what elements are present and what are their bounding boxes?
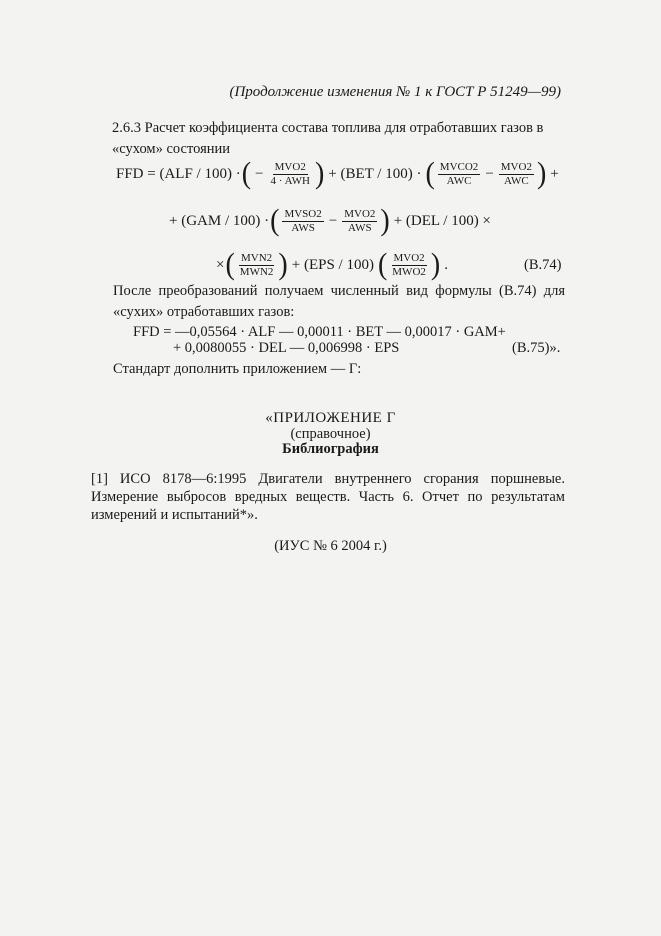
formula-minus: − (485, 165, 494, 182)
formula-term: + (EPS / 100) (291, 256, 374, 273)
fraction (342, 208, 377, 235)
addendum-paragraph: Стандарт дополнить приложением — Г: (113, 361, 362, 377)
fraction-numerator: MVO2 (274, 160, 306, 173)
fraction-denominator: MWN2 (239, 265, 274, 278)
formula-minus: − (255, 165, 264, 182)
formula-term: + (GAM / 100) · (169, 212, 270, 229)
formula-b75-line1: FFD = —0,05564 · ALF — 0,00011 · BET — 0,00017 · GAM+ (133, 324, 506, 340)
paren-close: ) (430, 247, 441, 282)
fraction (269, 161, 312, 188)
section-paragraph: 2.6.3 Расчет коэффициента состава топлива для отработавших газов в «сухом» состоянии (112, 120, 544, 157)
fraction-numerator: MVO2 (500, 160, 532, 173)
fraction-denominator: AWS (348, 221, 372, 234)
appendix-title: «ПРИЛОЖЕНИЕ Г (265, 410, 396, 426)
ius-note: (ИУС № 6 2004 г.) (274, 538, 387, 554)
paren-open: ( (270, 203, 280, 238)
formula-times: × (216, 256, 225, 273)
equation-number-b75: (B.75)». (512, 340, 561, 356)
formula-b74-line2 (169, 203, 494, 238)
paren-close: ) (278, 247, 288, 282)
fraction-denominator: AWS (291, 221, 315, 234)
paren-close: ) (314, 156, 325, 191)
appendix-subtitle: (справочное) (290, 426, 371, 442)
fraction (499, 161, 534, 188)
formula-b74-line3 (216, 247, 451, 282)
formula-b74-line1 (116, 156, 562, 191)
formula-term: FFD = (ALF / 100) · (116, 165, 241, 182)
paren-open: ( (241, 156, 252, 191)
paren-close: ) (380, 203, 390, 238)
fraction-denominator: MWO2 (392, 265, 426, 278)
formula-b75-line2: + 0,0080055 · DEL — 0,006998 · EPS (173, 340, 400, 356)
fraction-numerator: MVSO2 (284, 207, 322, 220)
formula-term: + (BET / 100) · (328, 165, 422, 182)
paren-open: ( (225, 247, 235, 282)
fraction-numerator: MVCO2 (439, 160, 479, 173)
fraction-numerator: MVN2 (241, 251, 273, 264)
fraction-denominator: AWC (503, 174, 529, 187)
fraction-denominator: 4 · AWH (270, 174, 310, 187)
formula-minus: − (328, 212, 338, 229)
formula-plus: + (550, 165, 559, 182)
fraction (282, 208, 323, 235)
fraction-denominator: AWC (446, 174, 472, 187)
fraction-numerator: MVO2 (344, 207, 376, 220)
paren-close: ) (536, 156, 547, 191)
paren-open: ( (377, 247, 388, 282)
fraction (238, 252, 276, 279)
formula-term: + (DEL / 100) × (393, 212, 491, 229)
transition-paragraph: После преобразований получаем численный вид формулы (В.74) для «сухих» отработавших газов: (113, 283, 565, 320)
bibliography-reference: [1] ИСО 8178—6:1995 Двигатели внутреннего сгорания поршневые. Измерение выбросов вредных веществ. Часть 6. Отчет по результатам измерений и испытаний*». (91, 471, 565, 523)
equation-number-b74: (B.74) (524, 257, 562, 273)
formula-period: . (444, 256, 448, 273)
fraction (390, 252, 428, 279)
fraction (438, 161, 481, 188)
paren-open: ( (425, 156, 435, 191)
running-header: (Продолжение изменения № 1 к ГОСТ Р 51249—99) (229, 84, 561, 100)
bibliography-heading: Библиография (282, 441, 379, 457)
fraction-numerator: MVO2 (393, 251, 425, 264)
